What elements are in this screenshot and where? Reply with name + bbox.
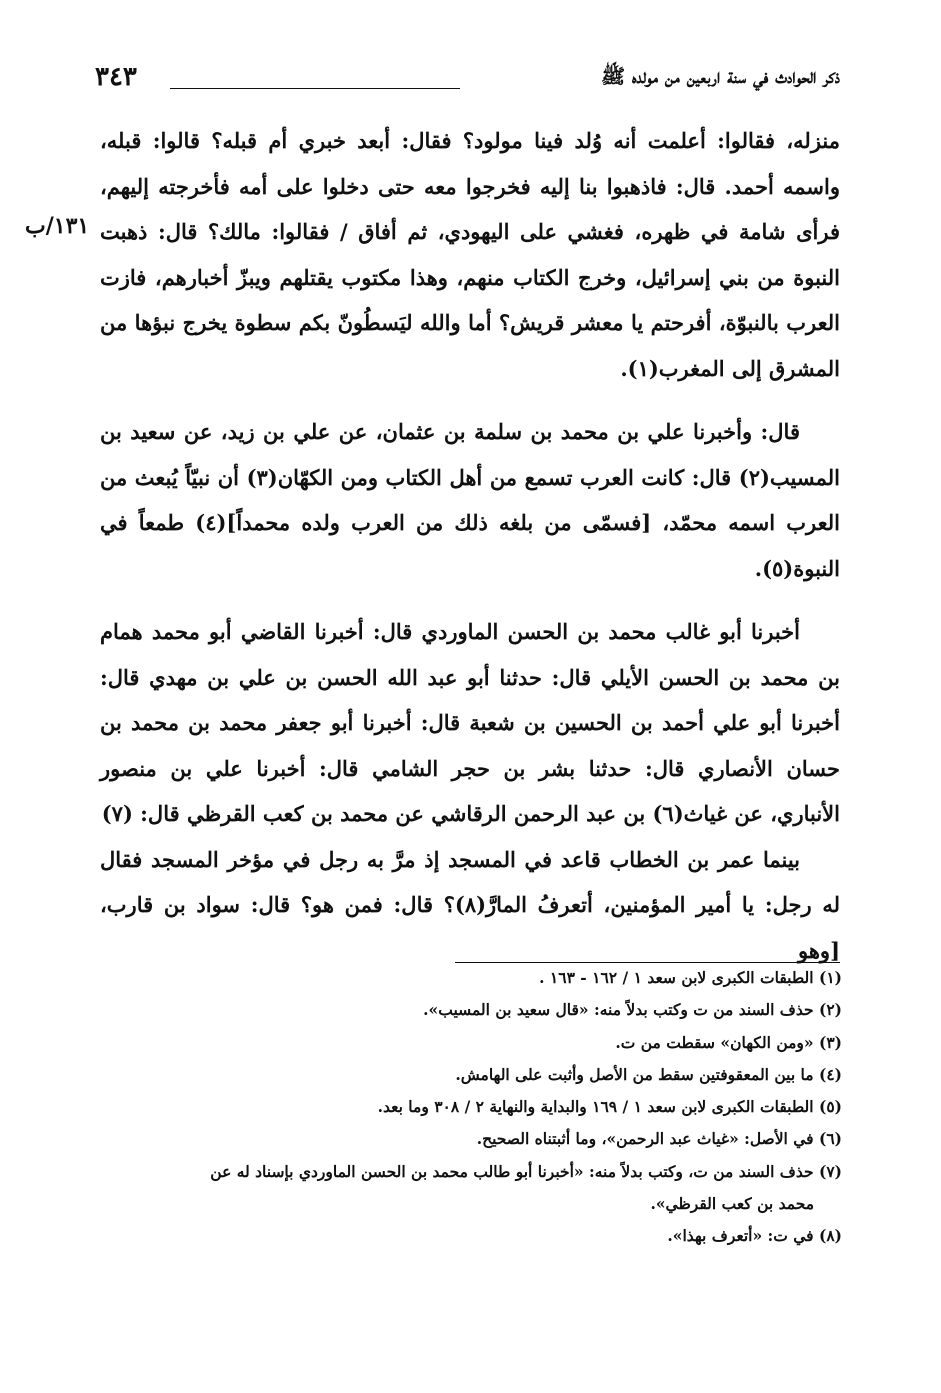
footnote-2: (٢) حذف السند من ت وكتب بدلاً منه: «قال سعيد بن المسيب». [423, 1000, 842, 1020]
header-rule [170, 88, 460, 89]
paragraph-4: بينما عمر بن الخطاب قاعد في المسجد إذ مرَّ به رجل في مؤخر المسجد فقال له رجل: يا أمير المؤمنين، أتعرفُ المارَّ(٨)؟ قال: فمن هو؟ قال: سواد بن قارب، [وهو [100, 846, 840, 963]
manuscript-folio-note: ١٣١/ب [25, 213, 90, 239]
paragraph-3: أخبرنا أبو غالب محمد بن الحسن الماوردي قال: أخبرنا القاضي أبو محمد همام بن محمد بن الحسن الأيلي قال: حدثنا أبو عبد الله الحسن بن علي بن مهدي قال: أخبرنا أبو علي أحمد بن الحسين بن شعبة قال: أخبرنا أبو جعفر محمد بن محمد بن حسان الأنصاري قال: حدثنا بشر بن حجر الشامي قال: أخبرنا علي بن منصور الأنباري، عن غياث(٦) بن عبد الرحمن الرقاشي عن محمد بن كعب القرظي قال: (٧) [100, 619, 840, 826]
page-number: ٣٤٣ [95, 62, 137, 92]
footnote-6: (٦) في الأصل: «غياث عبد الرحمن»، وما أثبتناه الصحيح. [476, 1129, 842, 1149]
footnote-8: (٨) في ت: «أتعرف بهذا». [667, 1226, 842, 1246]
main-text [100, 118, 840, 973]
footnote-5: (٥) الطبقات الكبرى لابن سعد ١ / ١٦٩ والبداية والنهاية ٢ / ٣٠٨ وما بعد. [377, 1097, 842, 1117]
paragraph-gap [100, 591, 840, 609]
footnote-7-continuation: محمد بن كعب القرظي». [650, 1194, 814, 1214]
running-head-title: ذكر الحوادث في سنة اربعين من مولده ﷺ [600, 64, 840, 88]
footnote-4: (٤) ما بين المعقوفتين سقط من الأصل وأثبت على الهامش. [455, 1064, 842, 1084]
footnote-3: (٣) «ومن الكهان» سقطت من ت. [615, 1032, 842, 1052]
footnotes [100, 962, 842, 1253]
running-head [95, 62, 840, 102]
paragraph-1: منزله، فقالوا: أعلمت أنه وُلد فينا مولود؟ فقال: أبعد خبري أم قبله؟ قالوا: قبله، واسمه أحمد. قال: فاذهبوا بنا إليه فخرجوا معه حتى دخلوا على أمه فأخرجته إليهم، فرأى شامة في ظهره، فغشي على اليهودي، ثم أفاق / فقالوا: مالك؟ قال: ذهبت النبوة من بني إسرائيل، وخرج الكتاب منهم، وهذا مكتوب يقتلهم ويبزّ أخبارهم، فازت العرب بالنبوّة، أفرحتم يا معشر قريش؟ أما والله ليَسطُونّ بكم سطوة يخرج نبؤها من المشرق إلى المغرب(١). [100, 128, 840, 381]
footnote-7: (٧) حذف السند من ت، وكتب بدلاً منه: «أخبرنا أبو طالب محمد بن الحسن الماوردي بإسناد له عن [210, 1161, 842, 1181]
footnote-1: (١) الطبقات الكبرى لابن سعد ١ / ١٦٢ - ١٦٣ . [539, 968, 842, 987]
paragraph-gap [100, 391, 840, 409]
paragraph-2: قال: وأخبرنا علي بن محمد بن سلمة بن عثمان، عن علي بن زيد، عن سعيد بن المسيب(٢) قال: كانت العرب تسمع من أهل الكتاب ومن الكهّان(٣) أن نبيّاً يُبعث من العرب اسمه محمّد، [فسمّى من بلغه ذلك من العرب ولده محمداً](٤) طمعاً في النبوة(٥). [100, 419, 840, 581]
